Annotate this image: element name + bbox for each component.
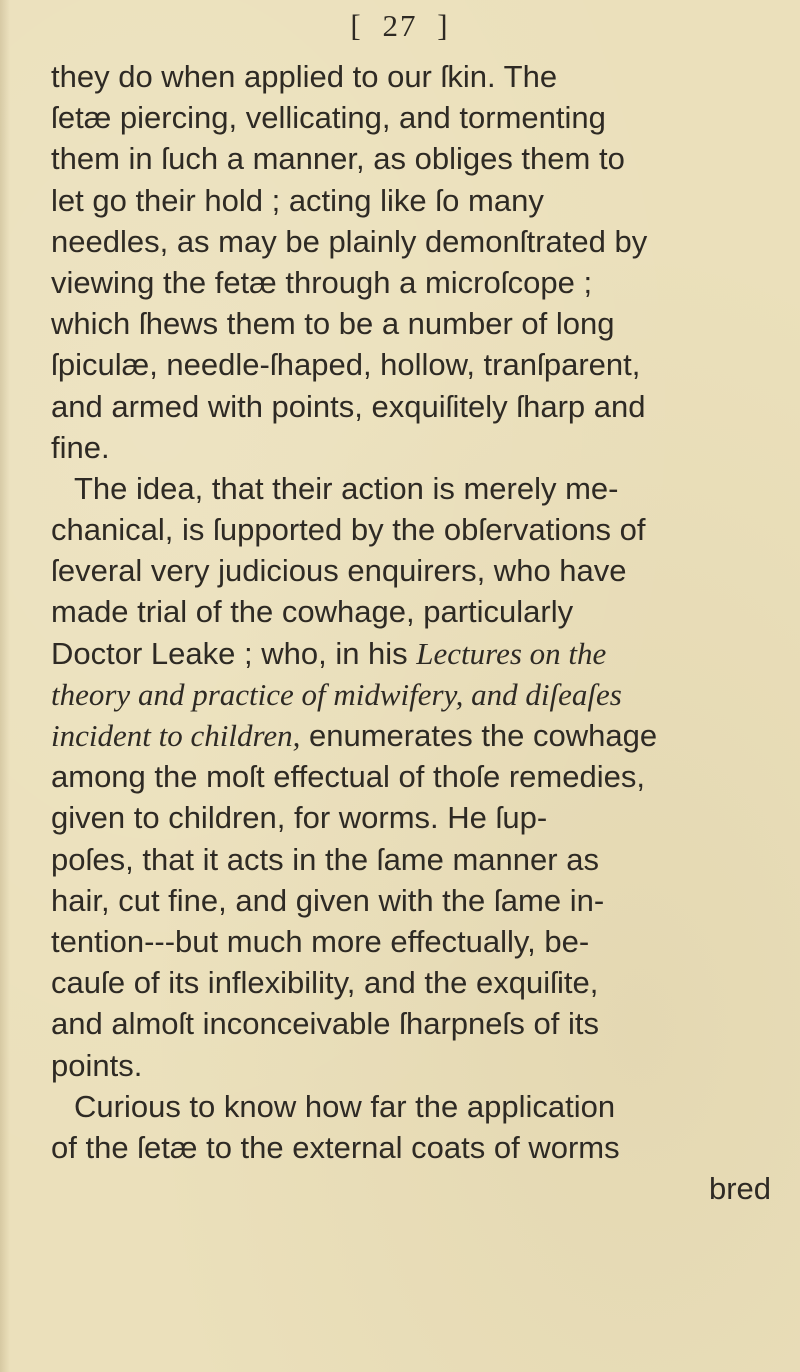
text-line: ſeveral very judicious enquirers, who have [51, 553, 627, 589]
text-line: given to children, for worms. He ſup- [51, 800, 548, 836]
catchword: bred [708, 1171, 771, 1207]
text-line: hair, cut fine, and given with the ſame in- [51, 882, 605, 918]
italic-citation: Lectures on the [416, 635, 607, 671]
text-line: made trial of the cowhage, particularly [51, 594, 574, 630]
text-line: them in ſuch a manner, as obliges them to [51, 141, 625, 177]
paragraph-start-line: Curious to know how far the application [74, 1088, 616, 1124]
text-line: tention---but much more effectually, be- [51, 923, 590, 959]
italic-citation: incident to children, [51, 718, 301, 753]
text-run: Doctor Leake ; who, in his [51, 635, 417, 671]
body-text [51, 56, 773, 1209]
text-line: which ſhews them to be a number of long [51, 306, 615, 342]
text-line: points. [51, 1047, 143, 1083]
text-line: poſes, that it acts in the ſame manner as [51, 841, 599, 877]
text-line: let go their hold ; acting like ſo many [51, 182, 544, 218]
text-line-with-citation [51, 633, 773, 674]
paragraph-start-line: The idea, that their action is merely me- [74, 470, 619, 506]
text-line: cauſe of its inflexibility, and the exquiſite, [51, 965, 599, 1001]
text-line: fine. [51, 429, 110, 465]
text-line: they do when applied to our ſkin. The [51, 59, 558, 94]
text-line: chanical, is ſupported by the obſervations of [51, 512, 646, 548]
italic-citation-line: theory and practice of midwifery, and diſeaſes [51, 676, 622, 712]
text-line: needles, as may be plainly demonſtrated by [51, 223, 648, 259]
text-line: viewing the fetæ through a microſcope ; [51, 264, 593, 300]
text-run: enumerates the cowhage [300, 718, 658, 753]
text-line: and almoſt inconceivable ſharpneſs of its [51, 1006, 599, 1042]
page-gutter-shadow [0, 0, 10, 1372]
text-line: of the ſetæ to the external coats of worms [51, 1129, 620, 1165]
text-line: ſpiculæ, needle-ſhaped, hollow, tranſparent, [51, 347, 641, 383]
text-line: and armed with points, exquiſitely ſharp and [51, 388, 646, 424]
text-line: ſetæ piercing, vellicating, and tormenting [51, 100, 606, 136]
page-number: [ 27 ] [350, 8, 450, 43]
text-line-with-citation [51, 715, 773, 756]
text-line: among the moſt effectual of thoſe remedies, [51, 759, 645, 795]
